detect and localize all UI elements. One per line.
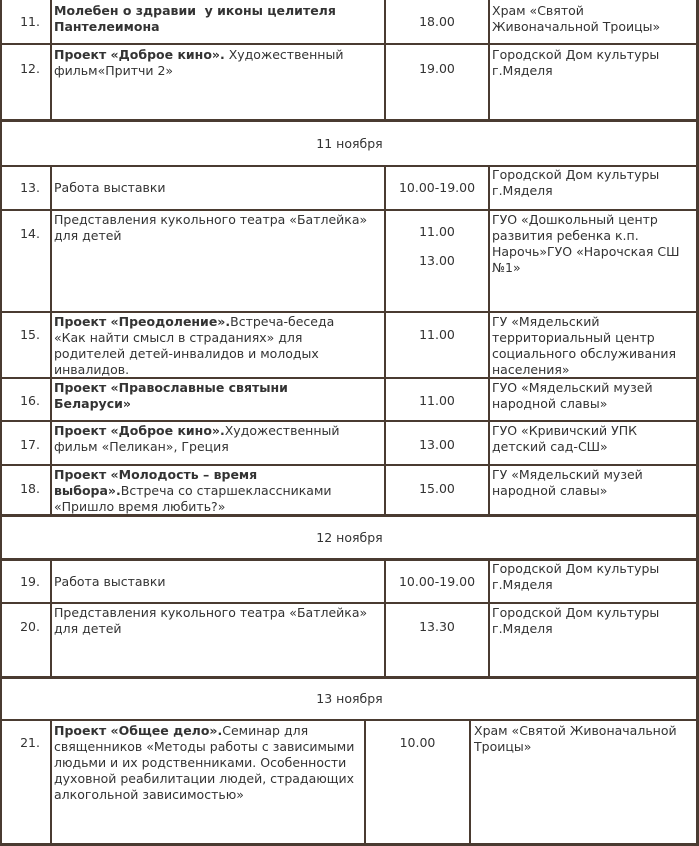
event-title: Проект «Преодоление».Встреча-беседа «Как найти смысл в страданиях» для родителей детей-инвалидов и молодых инвалидов. [54,314,335,377]
row-number: 17. [20,437,40,452]
table-border [0,43,699,45]
row-number: 15. [20,327,40,342]
event-time: 13.00 [419,437,455,452]
event-place: Храм «Святой Живоначальной Троицы» [492,3,661,34]
event-time: 11.00 [419,224,455,239]
event-place: Городской Дом культуры г.Мяделя [492,561,660,592]
table-border [50,560,52,678]
table-border [0,602,699,604]
event-title: Проект «Православные святыни Беларуси» [54,380,288,411]
table-border [488,560,490,678]
table-border [488,0,490,121]
event-time: 15.00 [419,481,455,496]
event-time: 13.30 [419,619,455,634]
event-time: 11.00 [419,393,455,408]
event-place: ГУ «Мядельский музей народной славы» [492,467,643,498]
event-title: Проект «Доброе кино».Художественный фильм «Пеликан», Греция [54,423,340,454]
table-border [0,719,699,721]
date-header: 12 ноября [316,530,383,545]
event-title: Работа выставки [54,180,166,195]
event-place: Городской Дом культуры г.Мяделя [492,47,660,78]
event-time: 11.00 [419,327,455,342]
table-border [0,311,699,313]
table-border [0,464,699,466]
row-number: 19. [20,574,40,589]
event-place: ГУО «Кривичский УПК детский сад-СШ» [492,423,638,454]
row-number: 16. [20,393,40,408]
date-header: 13 ноября [316,691,383,706]
table-border [0,676,699,679]
event-time: 13.00 [419,253,455,268]
row-number: 20. [20,619,40,634]
table-border [50,721,52,846]
row-number: 12. [20,61,40,76]
event-place: Городской Дом культуры г.Мяделя [492,167,660,198]
event-title: Проект «Общее дело».Семинар для священников «Методы работы с зависимыми людьми и их родственниками. Особенности духовной реабилитации людей, страдающих алкогольной зависимостью» [54,723,355,802]
event-place: Храм «Святой Живоначальной Троицы» [474,723,677,754]
date-header: 11 ноября [316,136,383,151]
event-time: 10.00-19.00 [398,574,476,589]
table-border [50,0,52,121]
table-border [469,721,471,846]
event-title: Представления кукольного театра «Батлейка» для детей [54,212,368,243]
event-time: 18.00 [419,14,455,29]
row-number: 14. [20,226,40,241]
event-place: ГУО «Дошкольный центр развития ребенка к.п. Нарочь»ГУО «Нарочская СШ №1» [492,212,680,275]
event-title: Представления кукольного театра «Батлейка» для детей [54,605,368,636]
event-title: Проект «Доброе кино». Художественный фильм«Притчи 2» [54,47,344,78]
row-number: 11. [20,14,40,29]
event-title: Проект «Молодость – время выбора».Встреча со старшеклассниками «Пришло время любить?» [54,467,332,514]
table-border [0,209,699,211]
row-number: 18. [20,481,40,496]
event-place: ГУ «Мядельский территориальный центр социального обслуживания населения» [492,314,677,377]
event-time: 10.00 [399,735,436,750]
event-title: Молебен о здравии у иконы целителя Пантелеимона [54,3,336,34]
event-time: 19.00 [419,61,455,76]
table-border [0,119,699,122]
event-title: Работа выставки [54,574,166,589]
event-time: 10.00-19.00 [398,180,476,195]
row-number: 13. [20,180,40,195]
table-border [0,420,699,422]
event-place: Городской Дом культуры г.Мяделя [492,605,660,636]
event-place: ГУО «Мядельский музей народной славы» [492,380,653,411]
row-number: 21. [20,735,40,750]
